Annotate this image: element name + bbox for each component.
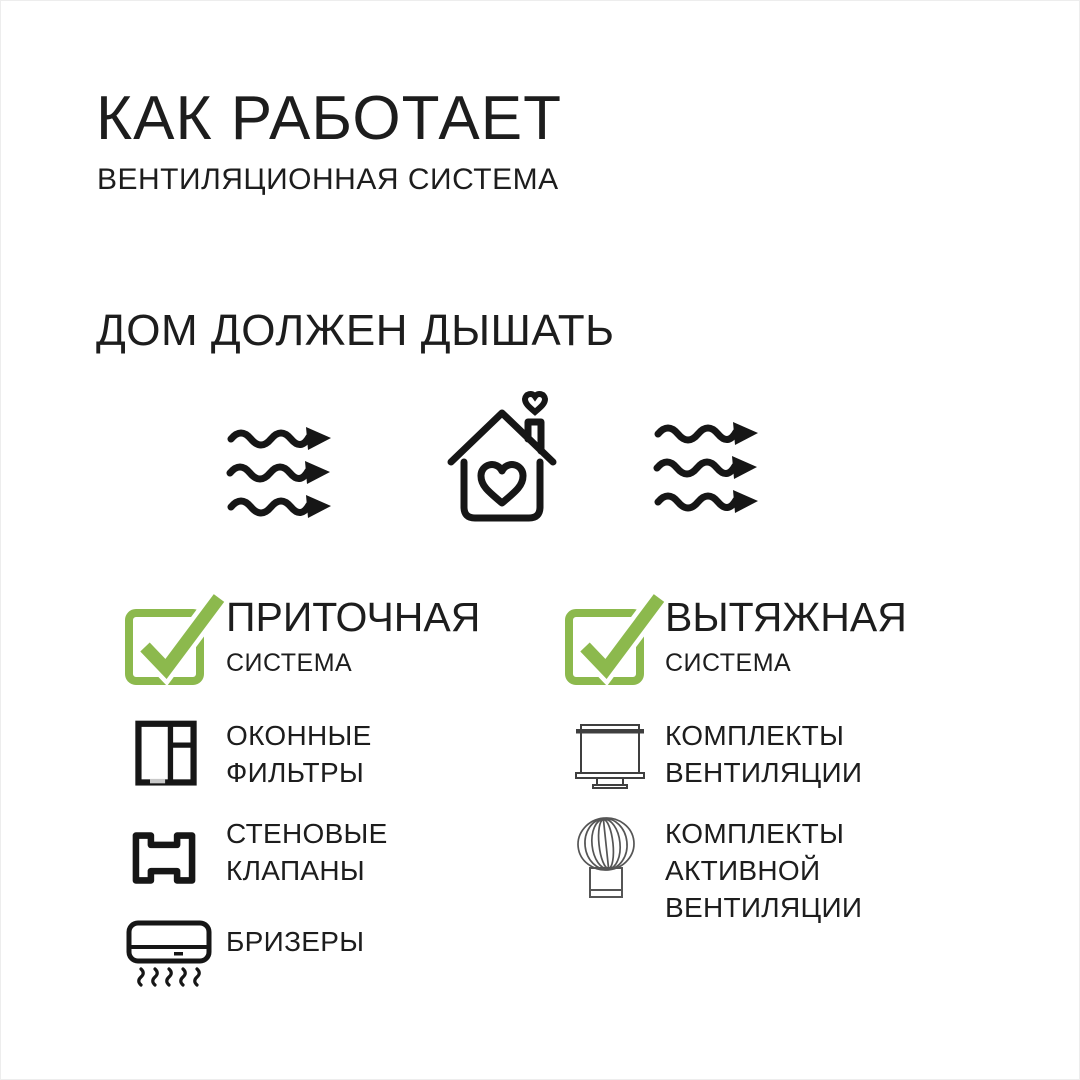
item-active-vent-kits: КОМПЛЕКТЫ АКТИВНОЙ ВЕНТИЛЯЦИИ — [665, 818, 863, 923]
exhaust-system-subtitle: СИСТЕМА — [665, 649, 792, 677]
breather-icon — [125, 919, 213, 989]
airflow-arrows-icon — [226, 425, 336, 521]
supply-system-title: ПРИТОЧНАЯ — [226, 594, 481, 640]
exhaust-system-title: ВЫТЯЖНАЯ — [665, 594, 907, 640]
green-checkbox-icon — [122, 590, 227, 686]
page-subtitle: ВЕНТИЛЯЦИОННАЯ СИСТЕМА — [97, 163, 559, 196]
item-breathers: БРИЗЕРЫ — [226, 926, 365, 957]
page-title: КАК РАБОТАЕТ — [96, 84, 562, 153]
vent-unit-icon — [571, 717, 649, 797]
supply-system-subtitle: СИСТЕМА — [226, 649, 353, 677]
item-window-filters: ОКОННЫЕ ФИЛЬТРЫ — [226, 720, 372, 788]
turbine-vent-icon — [568, 813, 644, 905]
green-checkbox-icon — [562, 590, 667, 686]
item-wall-valves: СТЕНОВЫЕ КЛАПАНЫ — [226, 818, 388, 886]
item-vent-kits: КОМПЛЕКТЫ ВЕНТИЛЯЦИИ — [665, 720, 863, 788]
airflow-arrows-icon — [653, 419, 763, 517]
window-filter-icon — [134, 719, 198, 789]
house-with-heart-icon — [441, 385, 563, 527]
slogan-heading: ДОМ ДОЛЖЕН ДЫШАТЬ — [96, 306, 615, 355]
wall-valve-icon — [128, 829, 200, 887]
